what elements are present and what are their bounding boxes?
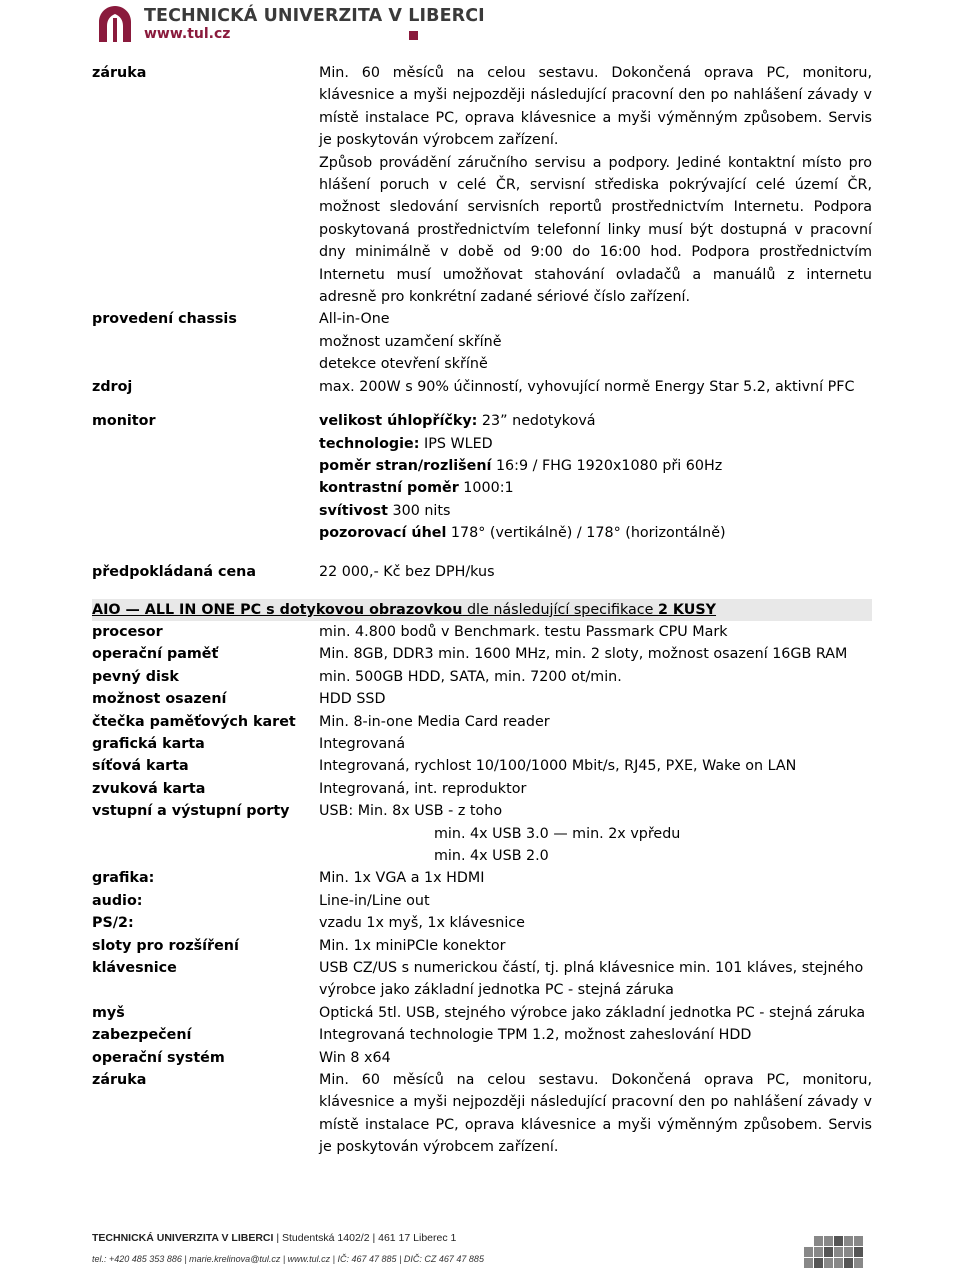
spec-label: zdroj xyxy=(92,378,133,395)
monitor-spec-key: kontrastní poměr xyxy=(319,480,459,497)
spec-value: vzadu 1x myš, 1x klávesnice xyxy=(319,915,525,932)
grid-logo-square xyxy=(854,1236,863,1246)
spec-label: pevný disk xyxy=(92,668,179,685)
spec-document xyxy=(92,62,872,1159)
grid-logo-square xyxy=(814,1258,823,1268)
tul-logo-icon xyxy=(96,4,134,44)
spec-line: max. 200W s 90% účinností, vyhovující normě Energy Star 5.2, aktivní PFC xyxy=(319,378,855,395)
section-1-specs xyxy=(92,62,872,398)
grid-logo-square xyxy=(834,1258,843,1268)
spec-row xyxy=(92,1047,872,1069)
spec-value: Min. 8-in-one Media Card reader xyxy=(319,713,550,730)
spec-label: audio: xyxy=(92,892,143,909)
spec-line: detekce otevření skříně xyxy=(319,356,488,373)
spec-label: grafika: xyxy=(92,870,155,887)
spec-label xyxy=(92,845,319,867)
monitor-spec xyxy=(319,522,872,544)
spec-label: možnost osazení xyxy=(92,691,227,708)
university-name: TECHNICKÁ UNIVERZITA V LIBERCI xyxy=(144,6,485,26)
spec-label: vstupní a výstupní porty xyxy=(92,803,290,820)
spec-line: All-in-One xyxy=(319,311,390,328)
grid-logo-square xyxy=(824,1258,833,1268)
spec-label: předpokládaná cena xyxy=(92,563,257,580)
spec-label: čtečka paměťových karet xyxy=(92,713,296,730)
grid-logo-square xyxy=(844,1258,853,1268)
tul-grid-logo-icon xyxy=(800,1234,864,1270)
monitor-spec xyxy=(319,477,872,499)
spec-row xyxy=(92,62,872,308)
spec-label: monitor xyxy=(92,413,156,430)
spec-row xyxy=(92,621,872,643)
spec-value xyxy=(319,62,872,308)
spec-value: Integrovaná xyxy=(319,735,406,752)
monitor-spec-key: pozorovací úhel xyxy=(319,525,447,542)
grid-logo-square xyxy=(854,1247,863,1257)
spec-value: Min. 1x miniPCIe konektor xyxy=(319,937,506,954)
monitor-spec xyxy=(319,455,872,477)
spec-row xyxy=(92,935,872,957)
spec-row xyxy=(92,308,872,375)
monitor-spec xyxy=(319,410,872,432)
spec-row xyxy=(92,666,872,688)
monitor-spec-key: poměr stran/rozlišení xyxy=(319,457,492,474)
spec-row xyxy=(92,688,872,710)
monitor-spec-key: velikost úhlopříčky: xyxy=(319,413,478,430)
spec-label: sloty pro rozšíření xyxy=(92,937,239,954)
monitor-spec-value: 1000:1 xyxy=(458,480,514,497)
spec-value: USB CZ/US s numerickou částí, tj. plná klávesnice min. 101 kláves, stejného výrobce jako základní jednotka PC - stejná záruka xyxy=(319,960,864,999)
grid-logo-square xyxy=(844,1247,853,1257)
spec-row xyxy=(92,890,872,912)
spec-value: Integrovaná technologie TPM 1.2, možnost zaheslování HDD xyxy=(319,1027,752,1044)
monitor-spec xyxy=(319,433,872,455)
spec-value: Min. 8GB, DDR3 min. 1600 MHz, min. 2 sloty, možnost osazení 16GB RAM xyxy=(319,646,848,663)
section-count: 2 KUSY xyxy=(658,601,717,618)
grid-logo-square xyxy=(834,1236,843,1246)
spec-label: procesor xyxy=(92,623,163,640)
spec-value: min. 500GB HDD, SATA, min. 7200 ot/min. xyxy=(319,668,622,685)
spec-value: Min. 60 měsíců na celou sestavu. Dokončená oprava PC, monitoru, klávesnice a myši nejpozději následující pracovní den po nahlášení závady v místě instalace PC, oprava klávesnice a myši výměnným způsobem. Servis je poskytován výrobcem zařízení. xyxy=(319,1072,872,1156)
spec-value: USB: Min. 8x USB - z toho xyxy=(319,803,503,820)
spec-label: zvuková karta xyxy=(92,780,206,797)
spec-value: Integrovaná, int. reproduktor xyxy=(319,780,527,797)
grid-logo-square xyxy=(824,1236,833,1246)
spec-line: Min. 60 měsíců na celou sestavu. Dokončená oprava PC, monitoru, klávesnice a myši nejpozději následující pracovní den po nahlášení závady v místě instalace PC, oprava klávesnice a myši výměnným způsobem. Servis je poskytován výrobcem zařízení. xyxy=(319,65,872,149)
spec-label: provedení chassis xyxy=(92,311,237,328)
spec-row xyxy=(92,711,872,733)
spec-label xyxy=(92,823,319,845)
spec-label: zabezpečení xyxy=(92,1027,192,1044)
monitor-spec-value: 178° (vertikálně) / 178° (horizontálně) xyxy=(446,525,726,542)
grid-logo-square xyxy=(854,1258,863,1268)
spec-value xyxy=(319,308,872,375)
section-2-specs xyxy=(92,621,872,1159)
spec-value: Line-in/Line out xyxy=(319,892,430,909)
spec-row xyxy=(92,755,872,777)
spec-row xyxy=(92,800,872,822)
monitor-spec-key: technologie: xyxy=(319,435,420,452)
spec-value: min. 4x USB 3.0 — min. 2x vpředu xyxy=(434,825,681,842)
spec-value: HDD SSD xyxy=(319,691,386,708)
footer-contacts: tel.: +420 485 353 886 | marie.krelinova@tul.cz | www.tul.cz | IČ: 467 47 885 | DIČ: CZ 467 47 885 xyxy=(92,1254,484,1264)
spec-row xyxy=(92,867,872,889)
spec-label: PS/2: xyxy=(92,915,134,932)
monitor-row xyxy=(92,410,872,544)
footer-university: TECHNICKÁ UNIVERZITA V LIBERCI xyxy=(92,1232,274,1244)
monitor-spec-value: IPS WLED xyxy=(419,435,493,452)
spec-label: operační paměť xyxy=(92,646,219,663)
spec-value xyxy=(319,376,872,398)
section-title: AIO — ALL IN ONE PC s dotykovou obrazovkou xyxy=(92,601,463,618)
spec-row xyxy=(92,957,872,1002)
spec-row xyxy=(92,845,872,867)
page-footer xyxy=(92,1232,872,1264)
letterhead xyxy=(96,4,696,44)
spec-value: min. 4x USB 2.0 xyxy=(434,848,549,864)
spec-label: klávesnice xyxy=(92,960,177,977)
footer-address-line xyxy=(92,1232,872,1244)
footer-address: | Studentská 1402/2 | 461 17 Liberec 1 xyxy=(273,1232,457,1244)
grid-logo-square xyxy=(824,1247,833,1257)
grid-logo-square xyxy=(814,1247,823,1257)
monitor-spec xyxy=(319,500,872,522)
spec-label: síťová karta xyxy=(92,758,189,775)
monitor-specs xyxy=(319,410,872,544)
spec-row xyxy=(92,912,872,934)
spec-label: grafická karta xyxy=(92,735,205,752)
spec-value: Integrovaná, rychlost 10/100/1000 Mbit/s, RJ45, PXE, Wake on LAN xyxy=(319,758,797,775)
section-title-suffix: dle následující specifikace xyxy=(462,601,658,618)
spec-row xyxy=(92,778,872,800)
spec-row xyxy=(92,643,872,665)
spec-line: možnost uzamčení skříně xyxy=(319,333,502,350)
spec-value: Optická 5tl. USB, stejného výrobce jako základní jednotka PC - stejná záruka xyxy=(319,1004,866,1021)
brand-square-icon xyxy=(409,31,418,40)
spec-value: min. 4.800 bodů v Benchmark. testu Passmark CPU Mark xyxy=(319,623,728,640)
grid-logo-square xyxy=(804,1247,813,1257)
monitor-spec-value: 23” nedotyková xyxy=(477,413,596,430)
spec-value: Min. 1x VGA a 1x HDMI xyxy=(319,870,485,887)
spec-row xyxy=(92,823,872,845)
spec-value: 22 000,- Kč bez DPH/kus xyxy=(319,563,495,580)
grid-logo-square xyxy=(804,1258,813,1268)
monitor-spec-value: 16:9 / FHG 1920x1080 při 60Hz xyxy=(491,457,723,474)
spec-row xyxy=(92,733,872,755)
price-row xyxy=(92,561,872,583)
section-2-heading xyxy=(92,599,872,621)
spec-label: myš xyxy=(92,1004,125,1021)
spec-label: záruka xyxy=(92,65,147,81)
spec-label: operační systém xyxy=(92,1049,225,1066)
spec-line: Způsob provádění záručního servisu a podpory. Jediné kontaktní místo pro hlášení poruch v celé ČR, servisní střediska pokrývající celé území ČR, možnost sledování servisních reportů prostřednictvím Internetu. Podpora poskytovaná prostřednictvím telefonní linky musí být dostupná v pracovní dny minimálně v době od 9:00 do 16:00 hod. Podpora prostřednictvím Internetu musí umožňovat stahování ovladačů a manuálů z internetu adresně pro konkrétní zadané sériové číslo zařízení. xyxy=(319,154,872,306)
spec-row xyxy=(92,376,872,398)
grid-logo-square xyxy=(844,1236,853,1246)
spec-row xyxy=(92,1069,872,1159)
university-website[interactable]: www.tul.cz xyxy=(144,26,231,42)
grid-logo-square xyxy=(834,1247,843,1257)
spec-label: záruka xyxy=(92,1072,147,1089)
spec-value: Win 8 x64 xyxy=(319,1049,391,1066)
spec-row xyxy=(92,1024,872,1046)
monitor-spec-value: 300 nits xyxy=(387,502,451,519)
grid-logo-square xyxy=(814,1236,823,1246)
spec-row xyxy=(92,1002,872,1024)
monitor-spec-key: svítivost xyxy=(319,502,388,519)
